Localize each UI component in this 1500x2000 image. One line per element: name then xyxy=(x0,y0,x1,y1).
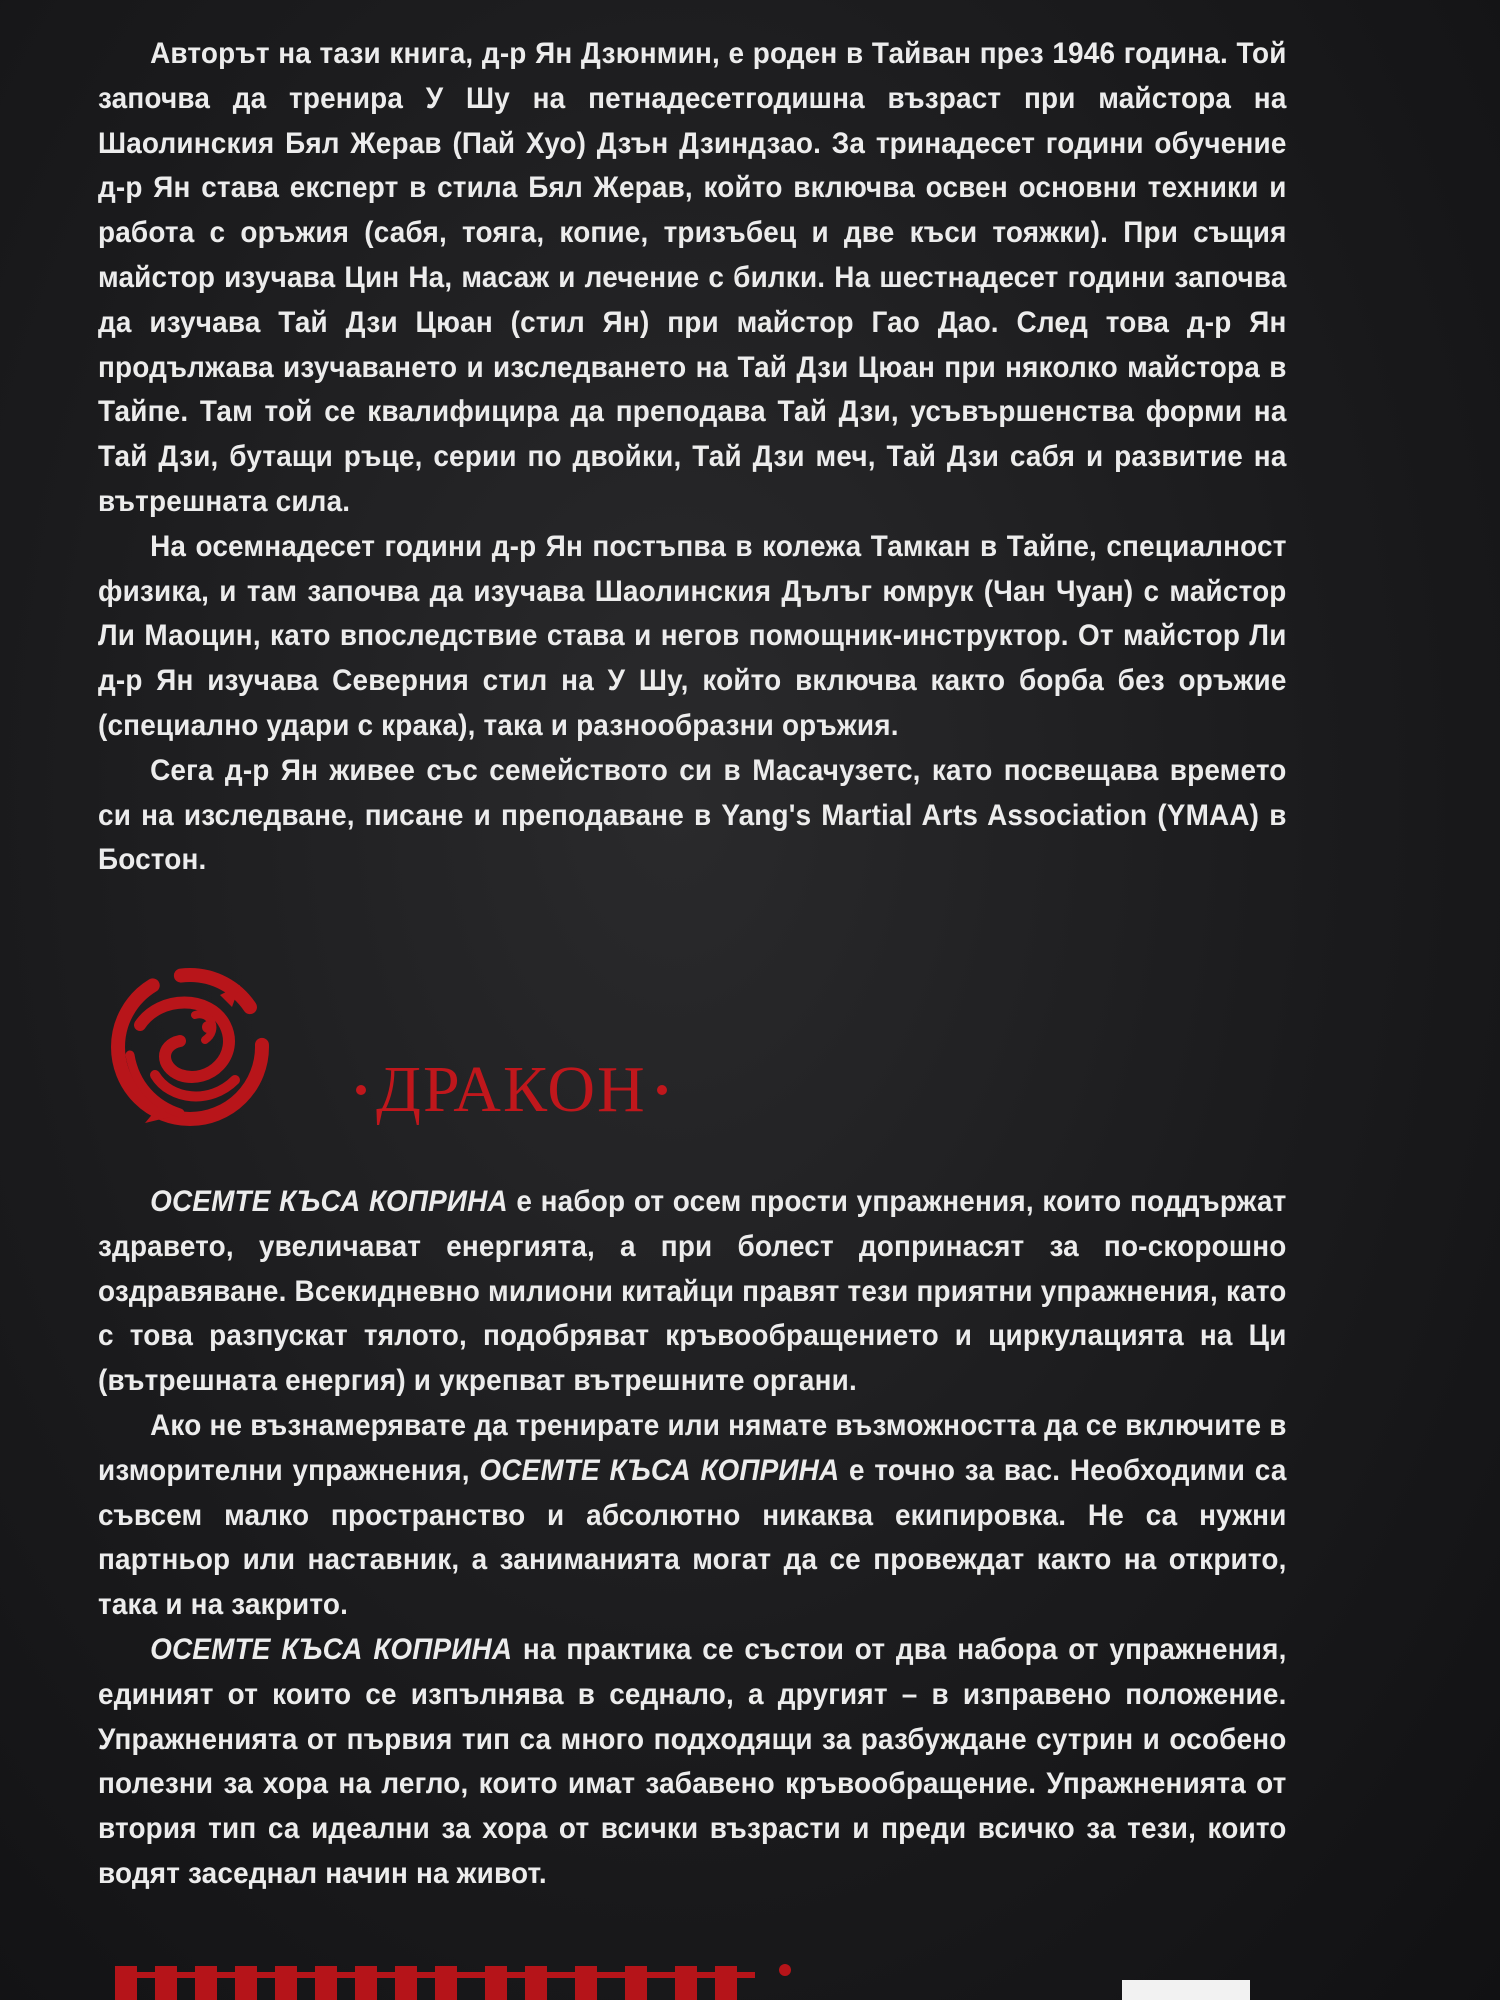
bio-paragraph-2: На осемнадесет години д-р Ян постъпва в колежа Тамкан в Тайпе, специалност физика, и там започва да изучава Шаолинския Дълъг юмрук (Чан Чуан) с майстор Ли Маоцин, като впоследствие става и негов помощник-инструктор. От майстор Ли д-р Ян изучава Северния стил на У Шу, който включва както борба без оръжие (специално удари с крака), така и разнообразни оръжия. xyxy=(98,529,1287,742)
bio-paragraph-1: Авторът на тази книга, д-р Ян Дзюнмин, е роден в Тайван през 1946 година. Той започва да тренира У Шу на петнадесетгодишна възраст при майстора на Шаолинския Бял Жерав (Пай Хуо) Дзън Дзиндзао. За тринадесет години обучение д-р Ян става експерт в стила Бял Жерав, който включва освен основни техники и работа с оръжия (сабя, тояга, копие, тризъбец и две къси тояжки). При същия майстор изучава Цин На, масаж и лечение с билки. На шестнадесет години започва да изучава Тай Дзи Цюан (стил Ян) при майстор Гао Дао. След това д-р Ян продължава изучаването и изследването на Тай Дзи Цюан при няколко майстора в Тайпе. Там той се квалифицира да преподава Тай Дзи, усъвършенства форми на Тай Дзи, бутащи ръце, серии по двойки, Тай Дзи меч, Тай Дзи сабя и развитие на вътрешната сила. xyxy=(98,37,1287,518)
book-description xyxy=(98,1180,1287,1897)
author-bio xyxy=(98,32,1287,883)
book-title-inline: ОСЕМТЕ КЪСА КОПРИНА xyxy=(479,1453,840,1487)
bio-paragraph-3: Сега д-р Ян живее със семейството си в Масачузетс, като посвещава времето си на изследване, писане и преподаване в Yang's Martial Arts Association (YMAA) в Бостон. xyxy=(98,753,1287,877)
book-title-inline: ОСЕМТЕ КЪСА КОПРИНА xyxy=(150,1185,508,1218)
desc-text-3: на практика се състои от два набора от упражнения, единият от които се изпълнява в седнало, а другият – в изправено положение. Упражненията от първия тип са много подходящи за разбуждане сутрин и особено полезни за хора на легло, които имат забавено кръвообращение. Упражненията от втория тип са идеални за хора от всички възрасти и преди всичко за тези, които водят заседнал начин на живот. xyxy=(98,1632,1287,1890)
barcode-edge xyxy=(1122,1980,1250,2000)
desc-paragraph-2 xyxy=(98,1404,1287,1628)
desc-text-1: е набор от осем прости упражнения, които поддържат здравето, увеличават енергията, а при болест допринасят за по-скорошно оздравяване. Всекидневно милиони китайци правят тези приятни упражнения, като с това разпускат тялото, подобряват кръвообращението и циркулацията на Ци (вътрешната енергия) и укрепват вътрешните органи. xyxy=(98,1185,1287,1398)
series-banner-cropped xyxy=(115,1958,815,2000)
desc-paragraph-3 xyxy=(98,1628,1287,1897)
desc-paragraph-1 xyxy=(98,1180,1287,1404)
dragon-seal-icon xyxy=(100,955,280,1140)
desc-text-2b: е точно за вас. Необходими са съвсем малко пространство и абсолютно никаква екипировка. Не са нужни партньор или наставник, а заниманията могат да се провеждат както на открито, така и на закрито. xyxy=(98,1453,1287,1622)
bullet-dot-left xyxy=(356,1085,366,1095)
publisher-name xyxy=(346,1045,677,1135)
publisher-label: ДРАКОН xyxy=(376,1053,647,1126)
bullet-dot-right xyxy=(657,1085,667,1095)
desc-text-2a: Ако не възнамерявате да тренирате или нямате възможността да се включите в изморителни упражнения, xyxy=(98,1408,1287,1487)
book-title-inline: ОСЕМТЕ КЪСА КОПРИНА xyxy=(150,1632,513,1666)
